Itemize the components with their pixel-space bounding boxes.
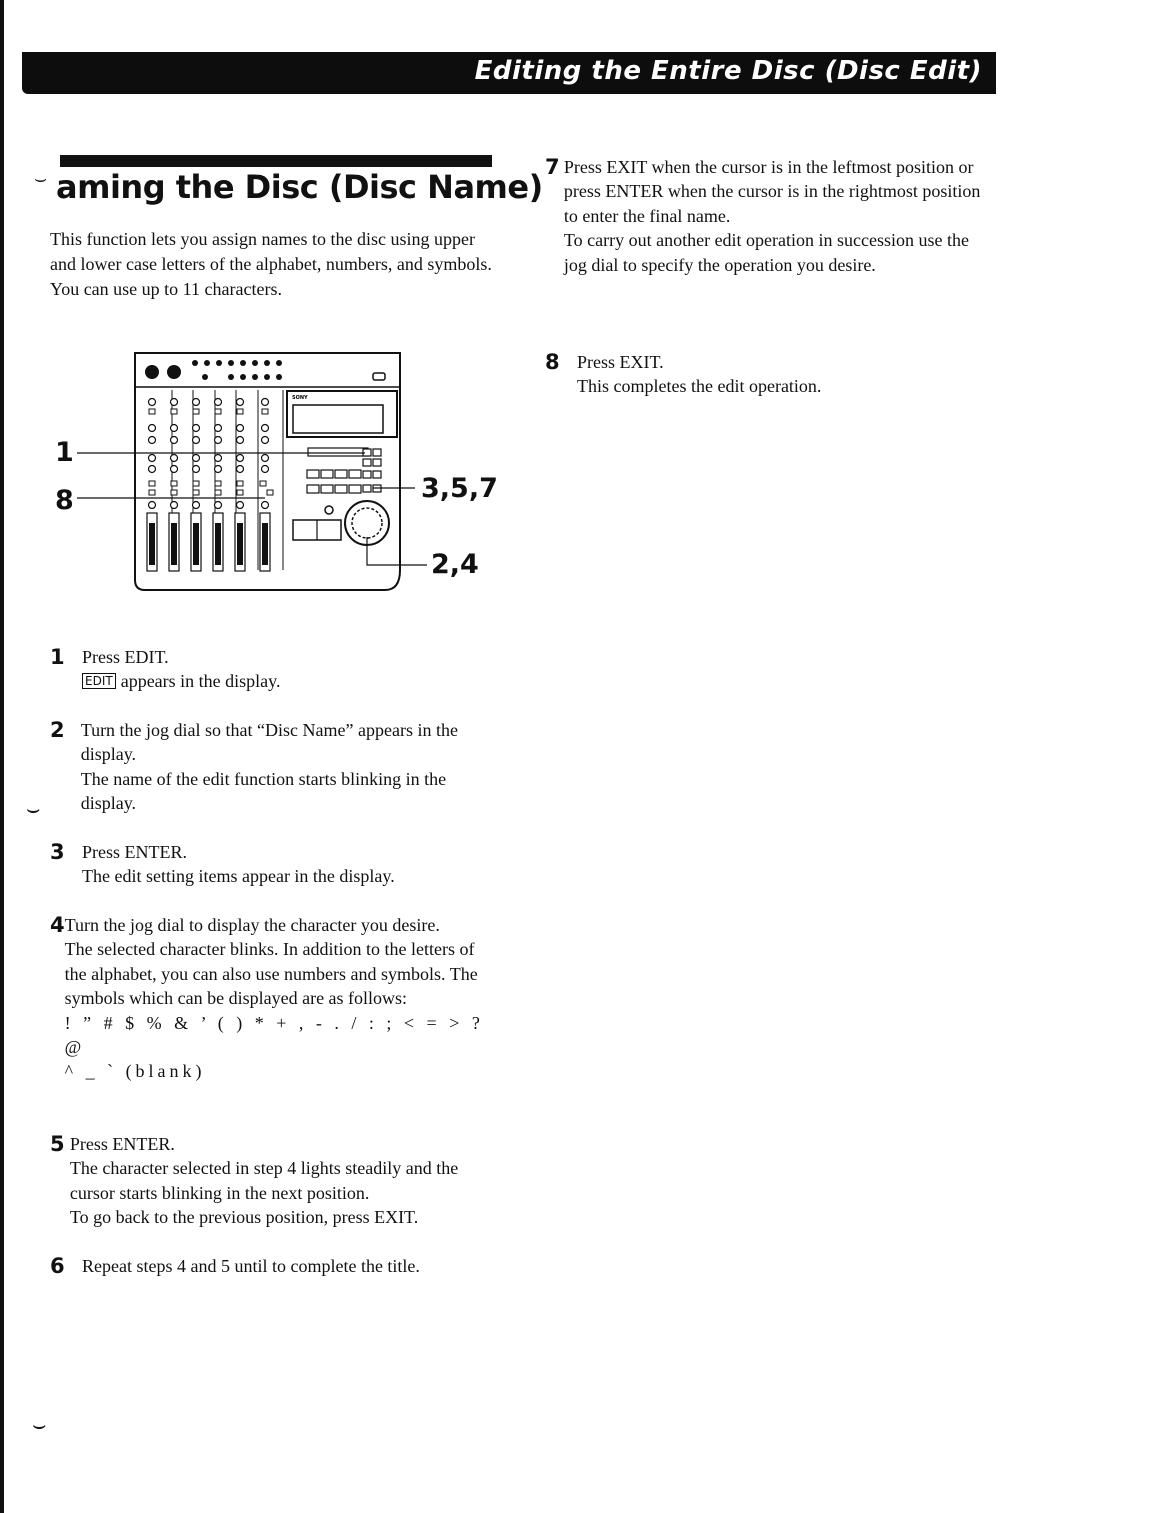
brand-label: SONY: [292, 395, 308, 401]
step-line: This completes the edit operation.: [577, 376, 822, 397]
intro-paragraph: This function lets you assign names to the disc using upper and lower case letters of the alphabet, numbers, and symbols. You can use up to 11 characters.: [50, 229, 492, 299]
step-body: [81, 718, 500, 816]
section-hook-mark: ⌣: [34, 168, 48, 190]
step-3: [50, 840, 500, 889]
symbol-list: ^ _ ` (blank): [64, 1061, 206, 1082]
step-line: To carry out another edit operation in succession use the jog dial to specify the operation you desire.: [563, 230, 970, 275]
symbol-list: ! ” # $ % & ’ ( ) * + , - . / : ; < = > ? @: [64, 1012, 484, 1058]
step-6: [50, 1254, 500, 1278]
step-body: [82, 645, 281, 694]
step-line: The character selected in step 4 lights steadily and the cursor starts blinking in the next position.: [69, 1158, 459, 1203]
margin-mark: ⌣: [26, 796, 41, 821]
step-1: [50, 645, 500, 694]
step-line: [82, 669, 281, 693]
step-7: [545, 155, 990, 277]
callout-3-5-7: 3,5,7: [421, 473, 498, 504]
callout-8: 8: [55, 485, 74, 516]
step-body: [70, 1132, 500, 1230]
callout-2-4: 2,4: [431, 549, 479, 580]
step-line: Press EXIT.: [577, 352, 664, 372]
step-line: Turn the jog dial so that “Disc Name” appears in the display.: [80, 720, 458, 765]
step-body: [82, 1254, 420, 1278]
step-line-text: appears in the display.: [120, 671, 281, 692]
step-body: [577, 350, 821, 399]
step-number: 7: [545, 155, 560, 179]
header-title: Editing the Entire Disc (Disc Edit): [474, 56, 982, 86]
step-line: Turn the jog dial to display the character you desire.: [64, 915, 440, 935]
step-number: 6: [50, 1254, 65, 1278]
step-number: 2: [50, 718, 65, 742]
step-2: [50, 718, 500, 816]
step-line: Press EXIT when the cursor is in the leftmost position or: [563, 157, 974, 177]
step-line: Press ENTER.: [82, 842, 187, 862]
step-line: The name of the edit function starts blinking in the display.: [80, 768, 447, 814]
header-bar: [22, 52, 996, 94]
step-line: Press ENTER.: [69, 1134, 175, 1154]
margin-mark: ⌣: [32, 1412, 47, 1437]
step-line: To go back to the previous position, press EXIT.: [69, 1207, 419, 1228]
step-number: 5: [50, 1132, 65, 1156]
callout-1: 1: [55, 437, 74, 468]
device-illustration: [55, 345, 498, 595]
step-body: [564, 155, 990, 277]
step-5: [50, 1132, 500, 1230]
step-line: The edit setting items appear in the display.: [82, 866, 395, 887]
step-number: 4: [50, 913, 65, 937]
section-rule: [60, 155, 492, 167]
step-line: Repeat steps 4 and 5 until to complete the title.: [82, 1256, 420, 1276]
step-body: [65, 913, 500, 1084]
step-8: [545, 350, 990, 399]
step-4: [50, 913, 500, 1084]
page-left-rule: [0, 0, 4, 1513]
step-number: 8: [545, 350, 560, 374]
edit-indicator: EDIT: [82, 673, 116, 689]
step-line: press ENTER when the cursor is in the rightmost position to enter the final name.: [563, 181, 981, 226]
step-number: 1: [50, 645, 65, 669]
section-title: aming the Disc (Disc Name): [56, 168, 543, 206]
mixer-recorder-drawing: [55, 345, 495, 595]
step-line: Press EDIT.: [82, 647, 169, 667]
step-body: [82, 840, 395, 889]
step-number: 3: [50, 840, 65, 864]
step-line: The selected character blinks. In addition to the letters of the alphabet, you can also use numbers and symbols. The symbols which can be displayed are as follows:: [64, 939, 478, 1009]
